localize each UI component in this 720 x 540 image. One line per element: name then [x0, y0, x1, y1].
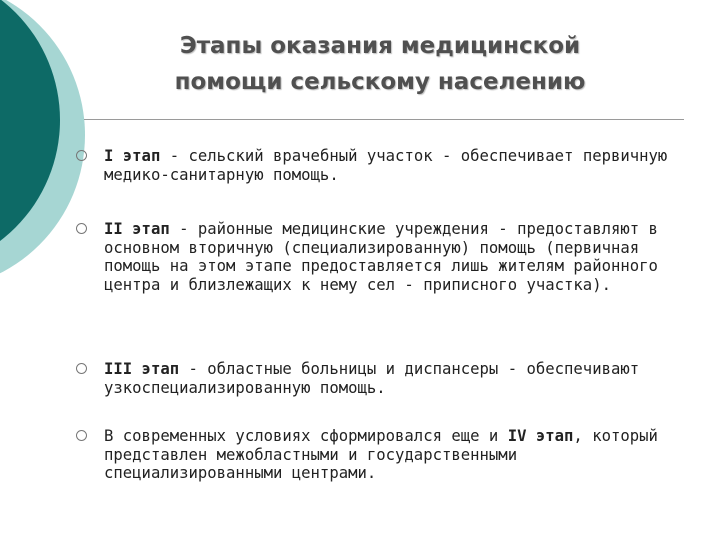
stage-label: III этап — [104, 360, 180, 378]
title-line-2: помощи сельскому населению — [174, 69, 586, 95]
stage-description: - районные медицинские учреждения - предоставляют в основном вторичную (специализированную) помощь (первичная помощь на этом этапе предоставляется лишь жителям районного центра и близлежащих к нему сел - приписного участка). — [104, 220, 658, 294]
list-item-stage-3 — [76, 360, 696, 397]
stage-description: - сельский врачебный участок - обеспечивает первичную медико-санитарную помощь. — [104, 147, 668, 184]
list-item-stage-1 — [76, 147, 696, 184]
list-item-text — [104, 220, 686, 294]
list-item-stage-4 — [76, 427, 696, 483]
bullet-icon — [76, 223, 87, 234]
stage-description: - областные больницы и диспансеры - обеспечивают узкоспециализированную помощь. — [104, 360, 640, 397]
bullet-icon — [76, 363, 87, 374]
stage-label: II этап — [104, 220, 170, 238]
list-item-text — [104, 427, 686, 483]
stage-label: IV этап — [507, 427, 574, 445]
list-item-stage-2 — [76, 220, 696, 294]
title-line-1: Этапы оказания медицинской — [179, 33, 581, 59]
list-item-text — [104, 147, 686, 184]
stage-description: , который представлен межобластными и государственными специализированными центрами. — [104, 427, 658, 482]
page-title — [120, 28, 640, 100]
bullet-icon — [76, 430, 87, 441]
stage-label: I этап — [104, 147, 161, 165]
stage-intro: В современных условиях сформировался еще и — [104, 427, 508, 445]
list-item-text — [104, 360, 686, 397]
title-divider — [84, 119, 684, 120]
bullet-icon — [76, 150, 87, 161]
